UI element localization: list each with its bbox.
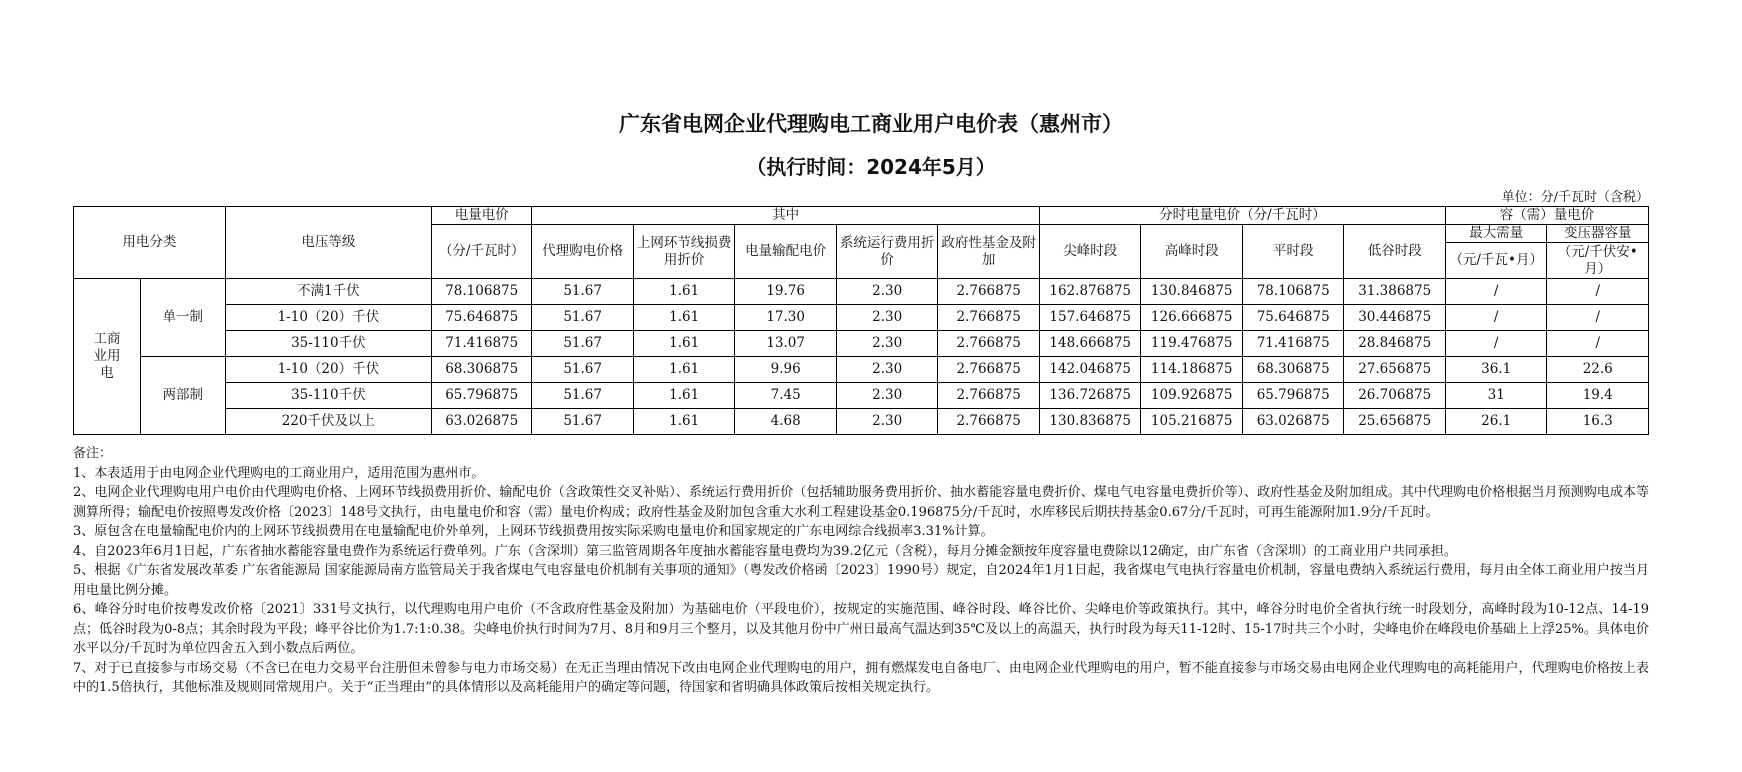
cell-energy: 78.106875: [432, 279, 532, 305]
cell-loss: 1.61: [633, 357, 735, 383]
header-among: 其中: [532, 207, 1040, 225]
cell-flat: 71.416875: [1242, 331, 1344, 357]
cell-agency: 51.67: [532, 279, 634, 305]
cell-transformer: 22.6: [1547, 357, 1649, 383]
cell-system: 2.30: [836, 357, 938, 383]
cell-loss: 1.61: [633, 409, 735, 435]
cell-transformer: 16.3: [1547, 409, 1649, 435]
table-row: [74, 279, 1649, 305]
cell-transformer: /: [1547, 279, 1649, 305]
cell-voltage: 1-10（20）千伏: [225, 357, 431, 383]
cell-transmission: 7.45: [735, 383, 837, 409]
category-cell: 工商业用电: [74, 279, 141, 435]
cell-agency: 51.67: [532, 409, 634, 435]
note-item: 2、电网企业代理购电用户电价由代理购电价格、上网环节线损费用折价、输配电价（含政策性交叉补贴）、系统运行费用折价（包括辅助服务费用折价、抽水蓄能容量电费折价、煤电气电容量电费折价等）、政府性基金及附加组成。其中代理购电价格根据当月预测购电成本等测算所得；输配电价按照粤发改价格〔2023〕148号文执行，由电量电价和容（需）量电价构成；政府性基金及附加包含重大水利工程建设基金0.196875分/千瓦时，水库移民后期扶持基金0.67分/千瓦时，可再生能源附加1.9分/千瓦时。: [73, 485, 1649, 520]
cell-energy: 68.306875: [432, 357, 532, 383]
cell-demand: /: [1445, 279, 1547, 305]
cell-sharp: 130.836875: [1039, 409, 1141, 435]
note-item: 4、自2023年6月1日起，广东省抽水蓄能容量电费作为系统运行费单列。广东（含深圳）第三监管周期各年度抽水蓄能容量电费均为39.2亿元（含税），每月分摊金额按年度容量电费除以12确定，由广东省（含深圳）的工商业用户共同承担。: [73, 543, 1457, 559]
cell-sharp: 157.646875: [1039, 305, 1141, 331]
note-item: 5、根据《广东省发展改革委 广东省能源局 国家能源局南方监管局关于我省煤电气电容量电价机制有关事项的通知》（粤发改价格函〔2023〕1990号）规定，自2024年1月1日起，我省煤电气电执行容量电价机制，容量电费纳入系统运行费用，每月由全体工商业用户按当月用电量比例分摊。: [73, 563, 1649, 598]
cell-peak: 114.186875: [1141, 357, 1243, 383]
cell-flat: 78.106875: [1242, 279, 1344, 305]
table-row: [74, 331, 1649, 357]
cell-valley: 26.706875: [1344, 383, 1446, 409]
cell-valley: 25.656875: [1344, 409, 1446, 435]
cell-voltage: 35-110千伏: [225, 383, 431, 409]
cell-sharp: 148.666875: [1039, 331, 1141, 357]
cell-fund: 2.766875: [938, 409, 1040, 435]
notes-section: [73, 444, 1649, 698]
header-tou-price: 分时电量电价（分/千瓦时）: [1039, 207, 1445, 225]
cell-peak: 130.846875: [1141, 279, 1243, 305]
note-item: 3、原包含在电量输配电价内的上网环节线损费用在电量输配电价外单列，上网环节线损费用按实际采购电量电价和国家规定的广东电网综合线损率3.31%计算。: [73, 524, 994, 539]
header-peak: 高峰时段: [1141, 225, 1243, 279]
cell-agency: 51.67: [532, 305, 634, 331]
cell-peak: 119.476875: [1141, 331, 1243, 357]
note-item: 6、峰谷分时电价按粤发改价格〔2021〕331号文执行，以代理购电用户电价（不含政府性基金及附加）为基础电价（平段电价），按规定的实施范围、峰谷时段、峰谷比价、尖峰电价等政策执行。其中，峰谷分时电价全省执行统一时段划分，高峰时段为10-12点、14-19点；低谷时段为0-8点；其余时段为平段；峰平谷比价为1.7:1:0.38。尖峰电价执行时间为7月、8月和9月三个整月，以及其他月份中广州日最高气温达到35℃及以上的高温天，执行时段为每天11-12时、15-17时共三个小时，尖峰电价在峰段电价基础上上浮25%。具体电价水平以分/千瓦时为单位四舍五入到小数点后两位。: [73, 602, 1649, 656]
cell-sharp: 162.876875: [1039, 279, 1141, 305]
cell-transformer: /: [1547, 331, 1649, 357]
header-voltage: 电压等级: [225, 207, 431, 279]
header-fund-price: 政府性基金及附加: [938, 225, 1040, 279]
cell-voltage: 不满1千伏: [225, 279, 431, 305]
cell-energy: 65.796875: [432, 383, 532, 409]
cell-transformer: 19.4: [1547, 383, 1649, 409]
page-title: 广东省电网企业代理购电工商业用户电价表（惠州市）: [619, 112, 1123, 136]
cell-fund: 2.766875: [938, 305, 1040, 331]
table-row: [74, 305, 1649, 331]
cell-system: 2.30: [836, 409, 938, 435]
cell-sharp: 142.046875: [1039, 357, 1141, 383]
cell-fund: 2.766875: [938, 279, 1040, 305]
header-system-price: 系统运行费用折价: [836, 225, 938, 279]
cell-energy: 63.026875: [432, 409, 532, 435]
cell-system: 2.30: [836, 279, 938, 305]
header-transformer: 变压器容量: [1547, 225, 1649, 243]
header-energy-price: 电量电价: [432, 207, 532, 225]
cell-loss: 1.61: [633, 279, 735, 305]
cell-system: 2.30: [836, 305, 938, 331]
cell-valley: 30.446875: [1344, 305, 1446, 331]
page-subtitle: （执行时间：2024年5月）: [746, 155, 996, 179]
cell-valley: 31.386875: [1344, 279, 1446, 305]
cell-voltage: 35-110千伏: [225, 331, 431, 357]
table-row: [74, 357, 1649, 383]
header-category: 用电分类: [74, 207, 226, 279]
cell-demand: /: [1445, 305, 1547, 331]
notes-heading: 备注：: [73, 446, 113, 461]
cell-transmission: 19.76: [735, 279, 837, 305]
cell-energy: 75.646875: [432, 305, 532, 331]
header-transmission-price: 电量输配电价: [735, 225, 837, 279]
table-row: [74, 383, 1649, 409]
cell-demand: /: [1445, 331, 1547, 357]
header-agency-price: 代理购电价格: [532, 225, 634, 279]
price-table: [73, 206, 1649, 435]
cell-transmission: 4.68: [735, 409, 837, 435]
cell-peak: 109.926875: [1141, 383, 1243, 409]
cell-demand: 31: [1445, 383, 1547, 409]
cell-voltage: 1-10（20）千伏: [225, 305, 431, 331]
header-loss-price: 上网环节线损费用折价: [633, 225, 735, 279]
group-cell: 单一制: [140, 279, 225, 357]
cell-transmission: 17.30: [735, 305, 837, 331]
cell-transmission: 9.96: [735, 357, 837, 383]
cell-system: 2.30: [836, 383, 938, 409]
header-max-demand: 最大需量: [1445, 225, 1547, 243]
cell-energy: 71.416875: [432, 331, 532, 357]
header-valley: 低谷时段: [1344, 225, 1446, 279]
header-max-demand-unit: （元/千瓦•月）: [1445, 243, 1547, 279]
cell-peak: 105.216875: [1141, 409, 1243, 435]
cell-flat: 65.796875: [1242, 383, 1344, 409]
cell-system: 2.30: [836, 331, 938, 357]
cell-fund: 2.766875: [938, 383, 1040, 409]
cell-voltage: 220千伏及以上: [225, 409, 431, 435]
unit-label: 单位：分/千瓦时（含税）: [1501, 190, 1649, 205]
cell-valley: 28.846875: [1344, 331, 1446, 357]
cell-flat: 75.646875: [1242, 305, 1344, 331]
group-cell: 两部制: [140, 357, 225, 435]
cell-transmission: 13.07: [735, 331, 837, 357]
header-flat: 平时段: [1242, 225, 1344, 279]
cell-transformer: /: [1547, 305, 1649, 331]
cell-agency: 51.67: [532, 357, 634, 383]
cell-peak: 126.666875: [1141, 305, 1243, 331]
cell-demand: 36.1: [1445, 357, 1547, 383]
cell-sharp: 136.726875: [1039, 383, 1141, 409]
header-transformer-unit: （元/千伏安•月）: [1547, 243, 1649, 279]
header-energy-price-unit: （分/千瓦时）: [432, 225, 532, 279]
cell-loss: 1.61: [633, 383, 735, 409]
cell-agency: 51.67: [532, 331, 634, 357]
cell-demand: 26.1: [1445, 409, 1547, 435]
cell-fund: 2.766875: [938, 331, 1040, 357]
header-peak-sharp: 尖峰时段: [1039, 225, 1141, 279]
table-row: [74, 409, 1649, 435]
cell-loss: 1.61: [633, 331, 735, 357]
cell-fund: 2.766875: [938, 357, 1040, 383]
cell-loss: 1.61: [633, 305, 735, 331]
cell-valley: 27.656875: [1344, 357, 1446, 383]
cell-flat: 63.026875: [1242, 409, 1344, 435]
note-item: 7、对于已直接参与市场交易（不含已在电力交易平台注册但未曾参与电力市场交易）在无正当理由情况下改由电网企业代理购电的用户，拥有燃煤发电自备电厂、由电网企业代理购电的用户，暂不能直接参与市场交易由电网企业代理购电的高耗能用户，代理购电价格按上表中的1.5倍执行，其他标准及规则同常规用户。关于“正当理由”的具体情形以及高耗能用户的确定等问题，待国家和省明确具体政策后按相关规定执行。: [73, 660, 1649, 695]
note-item: 1、本表适用于由电网企业代理购电的工商业用户，适用范围为惠州市。: [73, 465, 485, 481]
cell-flat: 68.306875: [1242, 357, 1344, 383]
header-capacity-price: 容（需）量电价: [1445, 207, 1648, 225]
cell-agency: 51.67: [532, 383, 634, 409]
